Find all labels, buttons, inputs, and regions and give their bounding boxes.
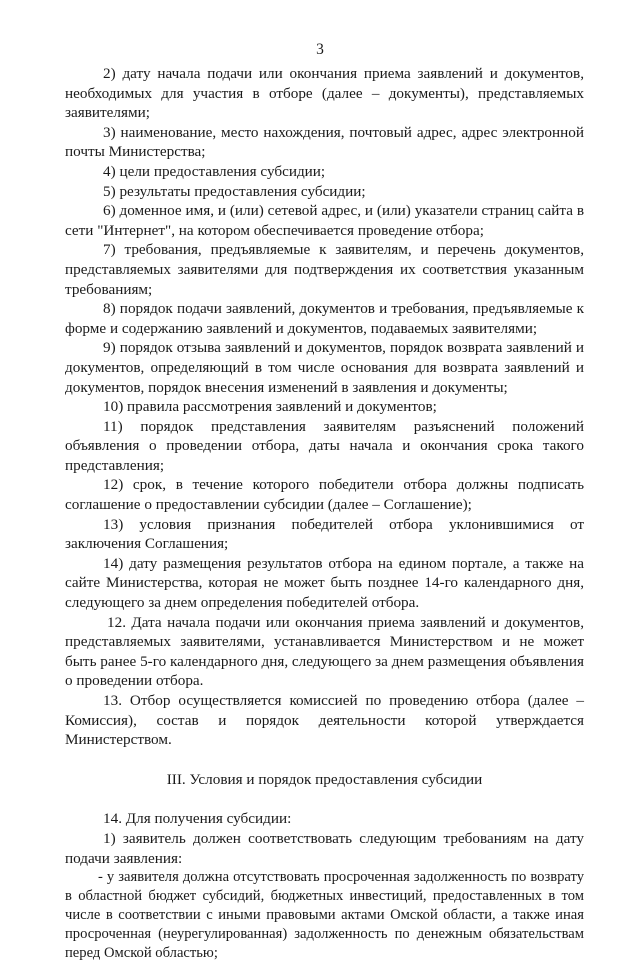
list-item-13: 13) условия признания победителей отбора уклонившимися от заключения Соглашения; — [65, 515, 584, 553]
page-number: 3 — [316, 41, 324, 58]
list-item-9: 9) порядок отзыва заявлений и документов, порядок возврата заявлений и документов, определяющий в том числе основания для возврата заявлений и документов, порядок внесения изменений в заявления и документы; — [65, 339, 584, 396]
list-item-3: 3) наименование, место нахождения, почтовый адрес, адрес электронной почты Министерства; — [65, 123, 584, 161]
list-item-4: 4) цели предоставления субсидии; — [103, 162, 326, 180]
paragraph-12: 12. Дата начала подачи или окончания приема заявлений и документов, представляемых заявителями, устанавливается Министерством и не может быть ранее 5-го календарного дня, следующего за днем размещения объявления о проведении отбора. — [65, 613, 584, 690]
list-item-8: 8) порядок подачи заявлений, документов и требования, предъявляемые к форме и содержанию заявлений и документов, подаваемых заявителями; — [65, 300, 584, 337]
document-body — [65, 64, 584, 963]
list-item-2: 2) дату начала подачи или окончания приема заявлений и документов, необходимых для участия в отборе (далее – документы), представляемых заявителями; — [65, 65, 584, 122]
list-item-14: 14) дату размещения результатов отбора на едином портале, а также на сайте Министерства, которая не может быть позднее 14-го календарного дня, следующего за днем определения победителей отбора. — [65, 554, 584, 612]
list-item-11: 11) порядок представления заявителям разъяснений положений объявления о проведении отбора, даты начала и окончания срока такого представления; — [65, 417, 584, 474]
paragraph-14: 14. Для получения субсидии: — [103, 810, 292, 828]
list-item-7: 7) требования, предъявляемые к заявителям, и перечень документов, представляемых заявителями для подтверждения их соответствия указанным требованиям; — [65, 241, 584, 298]
requirement-dash-item: - у заявителя должна отсутствовать просроченная задолженность по возврату в областной бюджет субсидий, бюджетных инвестиций, предоставленных в том числе в соответствии с иными правовыми актами Омской области, а также иная просроченная (неурегулированная) задолженность по денежным обязательствам перед Омской областью; — [65, 869, 584, 962]
paragraph-13: 13. Отбор осуществляется комиссией по проведению отбора (далее – Комиссия), состав и порядок деятельности которой утверждается Министерством. — [65, 692, 584, 749]
section-heading: III. Условия и порядок предоставления субсидии — [166, 770, 483, 788]
list-item-5: 5) результаты предоставления субсидии; — [103, 182, 366, 200]
list-item-6: 6) доменное имя, и (или) сетевой адрес, и (или) указатели страниц сайта в сети "Интернет", на котором обеспечивается проведение отбора; — [65, 202, 584, 239]
paragraph-14-item-1: 1) заявитель должен соответствовать следующим требованиям на дату подачи заявления: — [65, 829, 584, 867]
list-item-12: 12) срок, в течение которого победители отбора должны подписать соглашение о предоставлении субсидии (далее – Соглашение); — [65, 476, 584, 514]
list-item-10: 10) правила рассмотрения заявлений и документов; — [103, 398, 437, 416]
